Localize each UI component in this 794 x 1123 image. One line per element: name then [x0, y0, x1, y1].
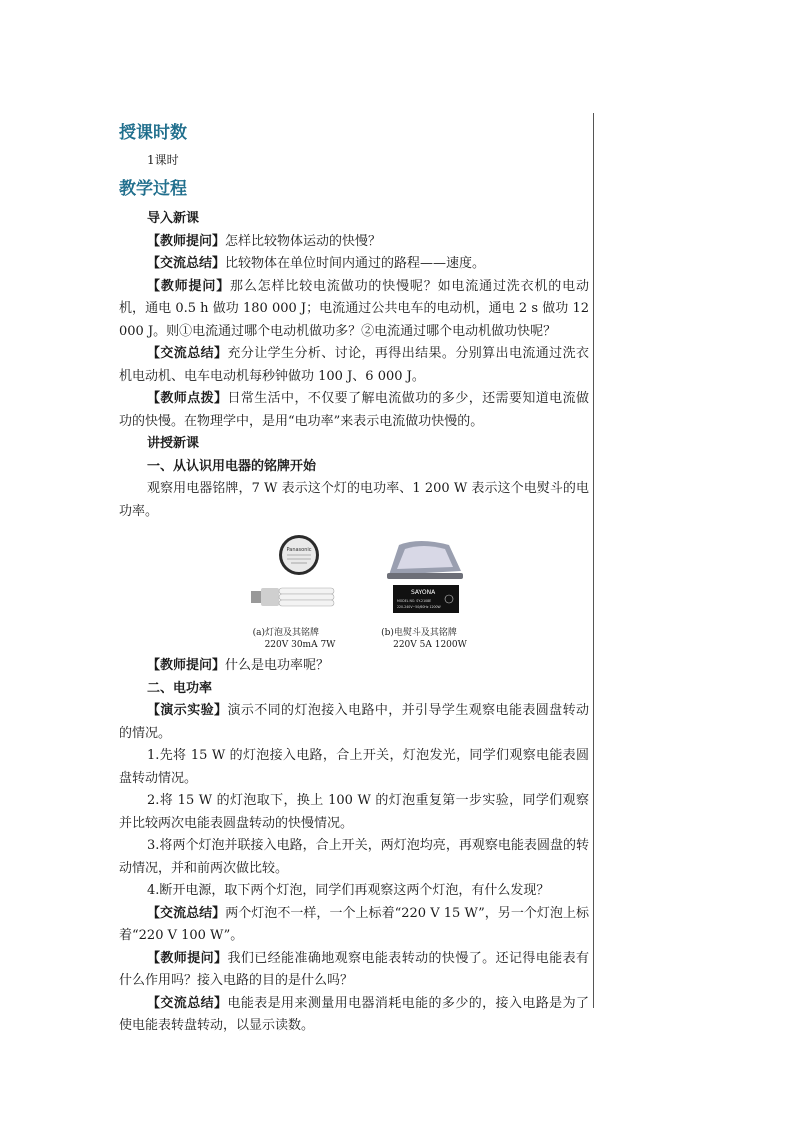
iron-spec: 220-240V~50/60Hz 1200W [397, 605, 441, 609]
para-text: 充分让学生分析、讨论，再得出结果。分别算出电流通过洗衣机电动机、电车电动机每秒钟做功 100 J、6 000 J。 [119, 346, 589, 384]
para-text: 1.先将 15 W 的灯泡接入电路，合上开关，灯泡发光，同学们观察电能表圆盘转动情况。 [119, 748, 589, 786]
intro-paragraph [119, 231, 589, 254]
figure-a-caption [253, 627, 336, 651]
part2-paragraph [119, 700, 589, 745]
figure-b [379, 533, 469, 651]
figure-b-caption [381, 627, 467, 651]
para-tag: 【教师点拨】 [147, 391, 228, 406]
para-text: 2.将 15 W 的灯泡取下，换上 100 W 的灯泡重复第一步实验，同学们观察并比较两次电能表圆盘转动的快慢情况。 [119, 793, 589, 831]
part1-text: 观察用电器铭牌，7 W 表示这个灯的电功率、1 200 W 表示这个电熨斗的电功率。 [119, 481, 589, 519]
right-margin-rule [593, 113, 594, 1008]
lesson-content [119, 120, 589, 1038]
iron-brand: SAYONA [411, 589, 436, 596]
intro-paragraph [119, 343, 589, 388]
para-text: 4.断开电源，取下两个灯泡，同学们再观察这两个灯泡，有什么发现？ [147, 883, 550, 898]
nameplate-figure [119, 533, 589, 651]
part2-paragraph [119, 790, 589, 835]
para-tag: 【交流总结】 [147, 995, 228, 1011]
section-title-process: 教学过程 [119, 179, 187, 199]
para-tag: 【教师提问】 [147, 278, 231, 294]
bulb-brand: Panasonic [286, 547, 312, 553]
figure-a-caption-title: (a)灯泡及其铭牌 [252, 628, 319, 638]
para-tag: 【教师提问】 [147, 658, 226, 673]
para-tag: 【交流总结】 [147, 346, 228, 361]
part2-paragraph [119, 835, 589, 880]
para-text: 比较物体在单位时间内通过的路程——速度。 [225, 256, 486, 271]
para-text: 那么怎样比较电流做功的快慢呢？如电流通过洗衣机的电动机，通电 0.5 h 做功 180 000 J；电流通过公共电车的电动机，通电 2 s 做功 12 000 J。则①电流通过哪个电动机做功多？②电流通过哪个电动机做功快呢？ [119, 278, 589, 339]
para-text: 我们已经能准确地观察电能表转动的快慢了。还记得电能表有什么作用吗？接入电路的目的是什么吗？ [119, 950, 589, 988]
part2-paragraph [119, 993, 589, 1038]
para-tag: 【教师提问】 [147, 950, 228, 966]
section-title-hours: 授课时数 [119, 123, 187, 143]
para-tag: 【演示实验】 [147, 703, 228, 718]
intro-paragraph [119, 388, 589, 433]
figure-a-caption-spec: 220V 30mA 7W [264, 640, 336, 650]
new-lesson-heading: 讲授新课 [147, 436, 200, 451]
para-text: 怎样比较物体运动的快慢？ [225, 233, 382, 249]
para-tag: 【交流总结】 [147, 905, 226, 921]
figure-a [239, 533, 349, 651]
intro-paragraph [119, 253, 589, 276]
hours-value: 1课时 [147, 153, 179, 167]
question-paragraph [119, 655, 589, 678]
part2-paragraph [119, 880, 589, 903]
para-text: 演示不同的灯泡接入电路中，并引导学生观察电能表圆盘转动的情况。 [119, 703, 589, 741]
part2-paragraph [119, 745, 589, 790]
para-text: 两个灯泡不一样，一个上标着“220 V 15 W”，另一个灯泡上标着“220 V 100 W”。 [119, 905, 589, 943]
para-text: 电能表是用来测量用电器消耗电能的多少的，接入电路是为了使电能表转盘转动，以显示读数。 [119, 995, 589, 1033]
part2-paragraph [119, 948, 589, 993]
para-text: 什么是电功率呢？ [225, 658, 330, 673]
para-tag: 【教师提问】 [147, 233, 226, 249]
para-tag: 【交流总结】 [147, 256, 226, 271]
para-text: 日常生活中，不仅要了解电流做功的多少，还需要知道电流做功的快慢。在物理学中，是用“电功率”来表示电流做功快慢的。 [119, 391, 589, 429]
para-text: 3.将两个灯泡并联接入电路，合上开关，两灯泡均亮，再观察电能表圆盘的转动情况，并和前两次做比较。 [119, 838, 589, 876]
figure-b-caption-spec: 220V 5A 1200W [393, 640, 467, 650]
intro-heading: 导入新课 [147, 211, 200, 226]
cfl-bulb-image [239, 533, 349, 623]
part2-heading: 二、电功率 [147, 680, 213, 696]
iron-model: MODEL NO. SY-2108E [397, 599, 432, 603]
intro-paragraph [119, 276, 589, 344]
iron-image [379, 533, 469, 623]
part1-heading: 一、从认识用电器的铭牌开始 [147, 458, 317, 474]
figure-b-caption-title: (b)电熨斗及其铭牌 [381, 628, 457, 638]
part2-paragraph [119, 903, 589, 948]
